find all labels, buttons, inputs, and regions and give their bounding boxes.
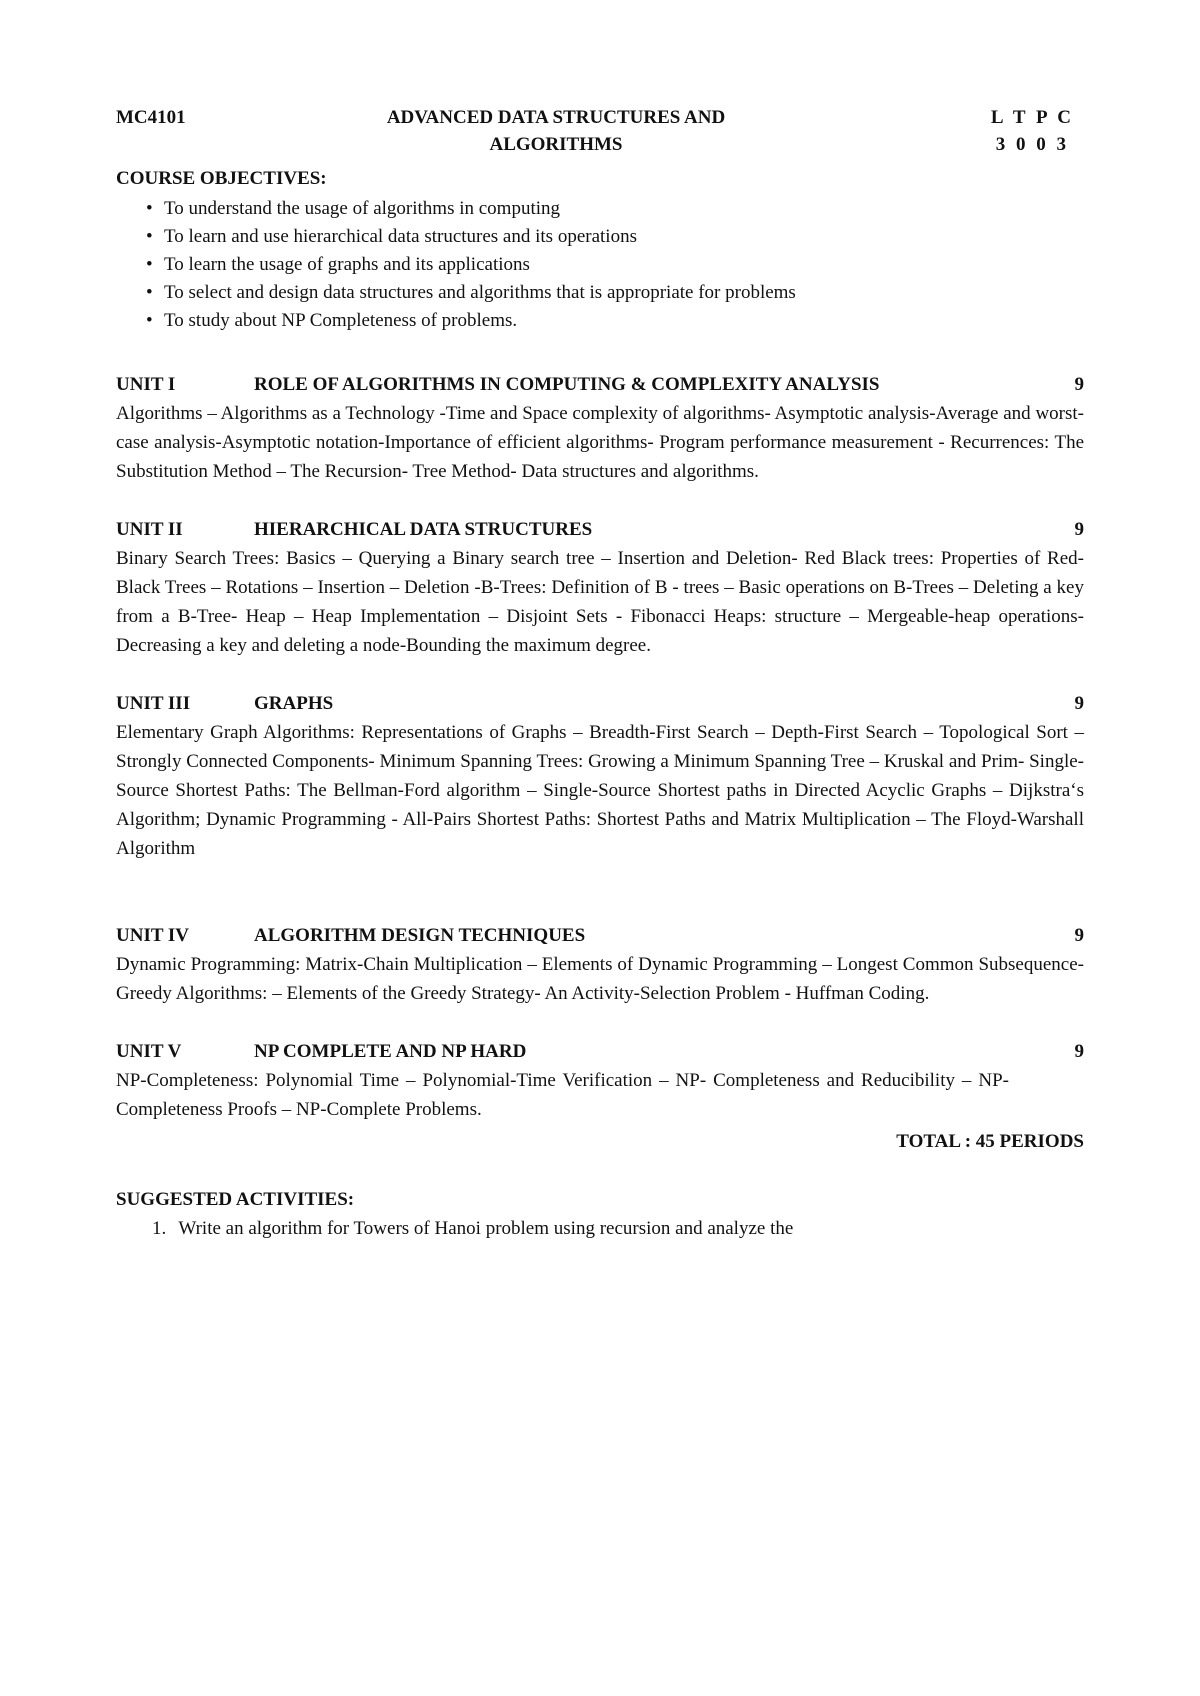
objectives-heading: COURSE OBJECTIVES: [116,168,327,189]
unit-title: HIERARCHICAL DATA STRUCTURES [254,519,593,540]
unit-title: GRAPHS [254,693,334,714]
unit-title: ROLE OF ALGORITHMS IN COMPUTING & COMPLEXITY ANALYSIS [254,374,880,395]
bullet-icon: • [146,282,153,303]
course-title-line-1: ADVANCED DATA STRUCTURES AND [386,107,726,128]
objective-text: To learn and use hierarchical data structures and its operations [164,226,637,247]
unit-section [116,1037,1084,1124]
ltpc-values: 3 0 0 3 [995,134,1070,155]
activity-text: Write an algorithm for Towers of Hanoi problem using recursion and analyze the [178,1218,794,1239]
unit-heading [116,921,1084,950]
course-title [356,104,756,158]
ltpc-block [991,104,1074,158]
activities-heading: SUGGESTED ACTIVITIES: [116,1189,355,1210]
objective-item [146,251,1084,279]
unit-hours: 9 [1074,1041,1084,1062]
unit-section [116,689,1084,863]
activities-list [116,1214,1084,1243]
unit-heading [116,689,1084,718]
unit-body: Dynamic Programming: Matrix-Chain Multiplication – Elements of Dynamic Programming – Longest Common Subsequence- Greedy Algorithms: – Elements of the Greedy Strategy- An Activity-Selection Problem - Huffman Coding. [116,954,1084,1004]
objective-text: To study about NP Completeness of problems. [164,310,518,331]
unit-hours: 9 [1074,374,1084,395]
unit-section [116,921,1084,1008]
unit-body: Elementary Graph Algorithms: Representations of Graphs – Breadth-First Search – Depth-First Search – Topological Sort – Strongly Connected Components- Minimum Spanning Trees: Growing a Minimum Spanning Tree – Kruskal and Prim- Single-Source Shortest Paths: The Bellman-Ford algorithm – Single-Source Shortest paths in Directed Acyclic Graphs – Dijkstra‘s Algorithm; Dynamic Programming - All-Pairs Shortest Paths: Shortest Paths and Matrix Multiplication – The Floyd-Warshall Algorithm [116,722,1084,859]
unit-title: ALGORITHM DESIGN TECHNIQUES [254,925,586,946]
unit-hours: 9 [1074,519,1084,540]
unit-body: Algorithms – Algorithms as a Technology -Time and Space complexity of algorithms- Asymptotic analysis-Average and worst-case analysis-Asymptotic notation-Importance of efficient algorithms- Program performance measurement - Recurrences: The Substitution Method – The Recursion- Tree Method- Data structures and algorithms. [116,403,1084,482]
unit-title: NP COMPLETE AND NP HARD [254,1041,527,1062]
objective-item [146,307,1084,335]
bullet-icon: • [146,198,153,219]
course-title-line-2: ALGORITHMS [489,134,623,155]
ltpc-label: L T P C [990,107,1074,128]
unit-label: UNIT II [116,519,183,540]
total-periods: TOTAL : 45 PERIODS [896,1131,1084,1152]
activity-number: 1. [152,1218,167,1239]
objective-item [146,279,1084,307]
unit-heading [116,1037,1084,1066]
objectives-list [116,195,1084,335]
objective-text: To select and design data structures and algorithms that is appropriate for problems [164,282,796,303]
activity-item [152,1214,1084,1243]
objective-item [146,223,1084,251]
unit-label: UNIT III [116,693,191,714]
unit-section [116,515,1084,660]
objective-item [146,195,1084,223]
unit-heading [116,515,1084,544]
unit-hours: 9 [1074,693,1084,714]
unit-heading [116,370,1084,399]
syllabus-page [116,100,1084,1243]
unit-label: UNIT V [116,1041,182,1062]
bullet-icon: • [146,310,153,331]
unit-body: Binary Search Trees: Basics – Querying a Binary search tree – Insertion and Deletion- Red Black trees: Properties of Red-Black Trees – Rotations – Insertion – Deletion -B-Trees: Definition of B - trees – Basic operations on B-Trees – Deleting a key from a B-Tree- Heap – Heap Implementation – Disjoint Sets - Fibonacci Heaps: structure – Mergeable-heap operations- Decreasing a key and deleting a node-Bounding the maximum degree. [116,548,1084,656]
unit-label: UNIT IV [116,925,190,946]
unit-body: NP-Completeness: Polynomial Time – Polynomial-Time Verification – NP- Completeness and Reducibility – NP-Completeness Proofs – NP-Complete Problems. [116,1070,1009,1120]
bullet-icon: • [146,226,153,247]
unit-label: UNIT I [116,374,176,395]
objective-text: To learn the usage of graphs and its applications [164,254,530,275]
course-code: MC4101 [116,107,186,128]
unit-hours: 9 [1074,925,1084,946]
unit-section [116,370,1084,486]
activities-section [116,1185,1084,1243]
course-header [116,100,1084,158]
objective-text: To understand the usage of algorithms in computing [164,198,561,219]
bullet-icon: • [146,254,153,275]
